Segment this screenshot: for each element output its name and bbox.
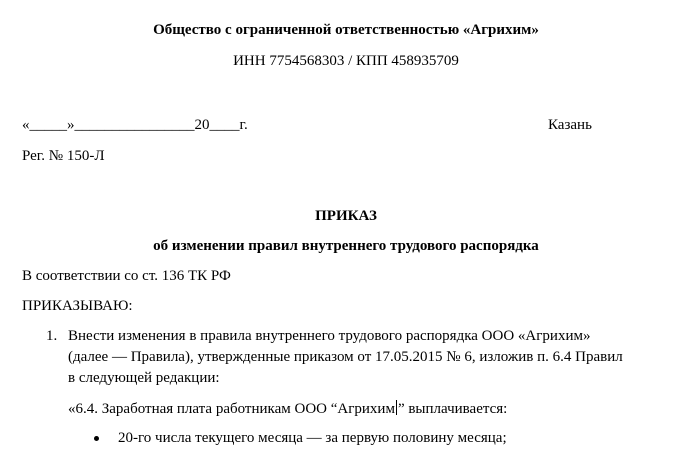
date-line: «_____»________________20____г.	[22, 117, 248, 133]
registration-number: Рег. № 150-Л	[22, 148, 105, 164]
list-item-text-line: в следующей редакции:	[68, 370, 220, 386]
city: Казань	[548, 117, 592, 133]
quoted-clause-text: «6.4. Заработная плата работникам ООО “Агрихим	[68, 401, 395, 417]
quoted-clause[interactable]	[68, 400, 507, 418]
inn-kpp: ИНН 7754568303 / КПП 458935709	[233, 53, 459, 69]
legal-basis: В соответствии со ст. 136 ТК РФ	[22, 268, 231, 284]
list-item-text-line: Внести изменения в правила внутреннего трудового распорядка ООО «Агрихим»	[68, 328, 591, 344]
text-cursor	[396, 400, 397, 415]
document-title: ПРИКАЗ	[315, 208, 377, 224]
bullet-icon	[94, 436, 99, 441]
list-item-number: 1.	[46, 328, 58, 344]
organization-name: Общество с ограниченной ответственностью «Агрихим»	[153, 22, 539, 38]
list-item-text-line: (далее — Правила), утвержденные приказом от 17.05.2015 № 6, изложив п. 6.4 Правил	[68, 349, 623, 365]
order-directive: ПРИКАЗЫВАЮ:	[22, 298, 133, 314]
quoted-clause-text-end: ” выплачивается:	[397, 401, 508, 417]
bullet-item: 20-го числа текущего месяца — за первую половину месяца;	[118, 430, 507, 446]
document-subtitle: об изменении правил внутреннего трудового распорядка	[153, 238, 539, 254]
